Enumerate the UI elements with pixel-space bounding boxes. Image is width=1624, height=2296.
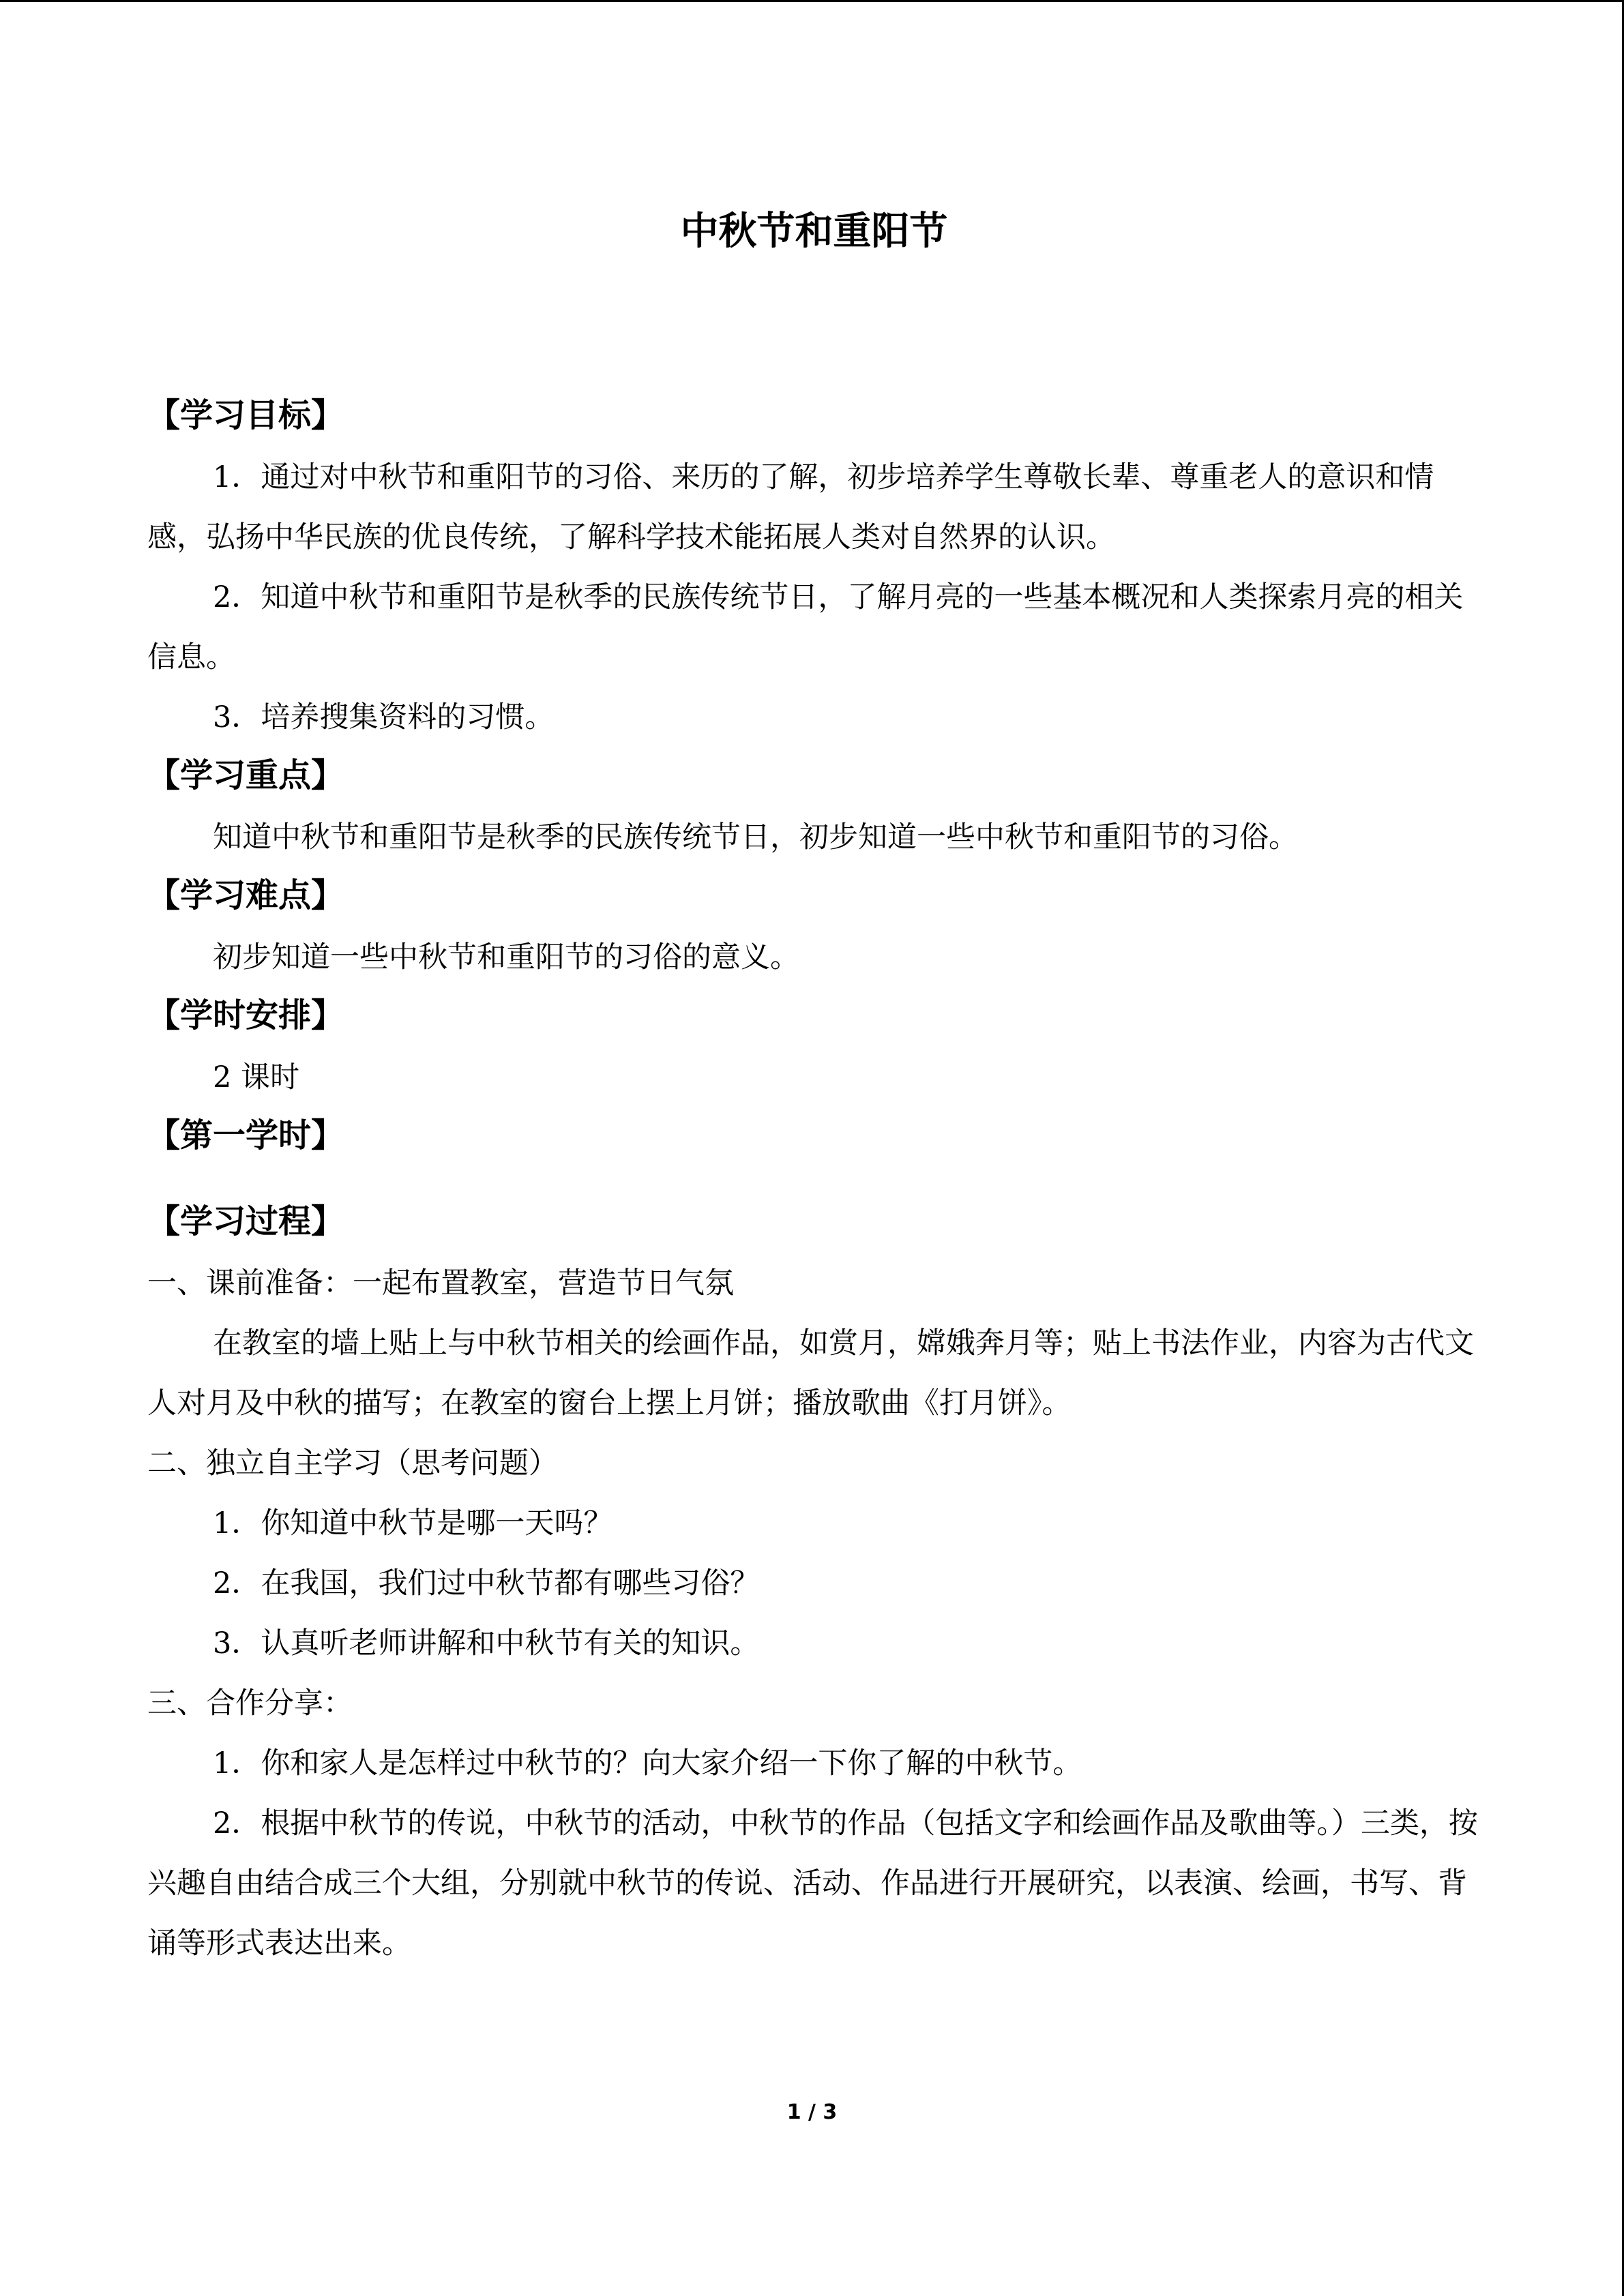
process-part2-item-1: 1．你知道中秋节是哪一天吗？ bbox=[213, 1506, 613, 1540]
process-part1-title: 一、课前准备：一起布置教室，营造节日气氛 bbox=[147, 1266, 734, 1300]
heading-process: 【学习过程】 bbox=[147, 1202, 344, 1240]
heading-difficulties: 【学习难点】 bbox=[147, 876, 344, 914]
key-points-text: 知道中秋节和重阳节是秋季的民族传统节日，初步知道一些中秋节和重阳节的习俗。 bbox=[213, 820, 1298, 854]
difficulties-text: 初步知道一些中秋节和重阳节的习俗的意义。 bbox=[213, 940, 799, 974]
document-page bbox=[147, 205, 1481, 1973]
heading-first-lesson: 【第一学时】 bbox=[147, 1116, 344, 1154]
objective-item-3: 3．培养搜集资料的习惯。 bbox=[213, 700, 555, 734]
page-number: 1 / 3 bbox=[786, 2100, 838, 2124]
process-part3-item-2: 2．根据中秋节的传说，中秋节的活动，中秋节的作品（包括文字和绘画作品及歌曲等。）三类，按兴趣自由结合成三个大组，分别就中秋节的传说、活动、作品进行开展研究，以表演、绘画，书写、背诵等形式表达出来。 bbox=[147, 1806, 1478, 1960]
heading-key-points: 【学习重点】 bbox=[147, 756, 344, 794]
schedule-text: 2 课时 bbox=[213, 1060, 300, 1094]
process-part3-title: 三、合作分享： bbox=[147, 1686, 353, 1720]
process-part2-item-2: 2．在我国，我们过中秋节都有哪些习俗？ bbox=[213, 1566, 760, 1600]
objective-item-2: 2．知道中秋节和重阳节是秋季的民族传统节日，了解月亮的一些基本概况和人类探索月亮的相关信息。 bbox=[147, 580, 1464, 674]
process-part2-item-3: 3．认真听老师讲解和中秋节有关的知识。 bbox=[213, 1626, 760, 1660]
top-border-line bbox=[0, 0, 1624, 2]
process-part2-title: 二、独立自主学习（思考问题） bbox=[147, 1446, 558, 1480]
heading-schedule: 【学时安排】 bbox=[147, 996, 344, 1034]
document-title: 中秋节和重阳节 bbox=[680, 209, 948, 254]
objective-item-1: 1．通过对中秋节和重阳节的习俗、来历的了解，初步培养学生尊敬长辈、尊重老人的意识和情感，弘扬中华民族的优良传统，了解科学技术能拓展人类对自然界的认识。 bbox=[147, 460, 1434, 554]
process-part1-text: 在教室的墙上贴上与中秋节相关的绘画作品，如赏月，嫦娥奔月等；贴上书法作业，内容为古代文人对月及中秋的描写；在教室的窗台上摆上月饼；播放歌曲《打月饼》。 bbox=[147, 1326, 1474, 1420]
process-part3-item-1: 1．你和家人是怎样过中秋节的？向大家介绍一下你了解的中秋节。 bbox=[213, 1746, 1082, 1780]
heading-objectives: 【学习目标】 bbox=[147, 396, 344, 434]
